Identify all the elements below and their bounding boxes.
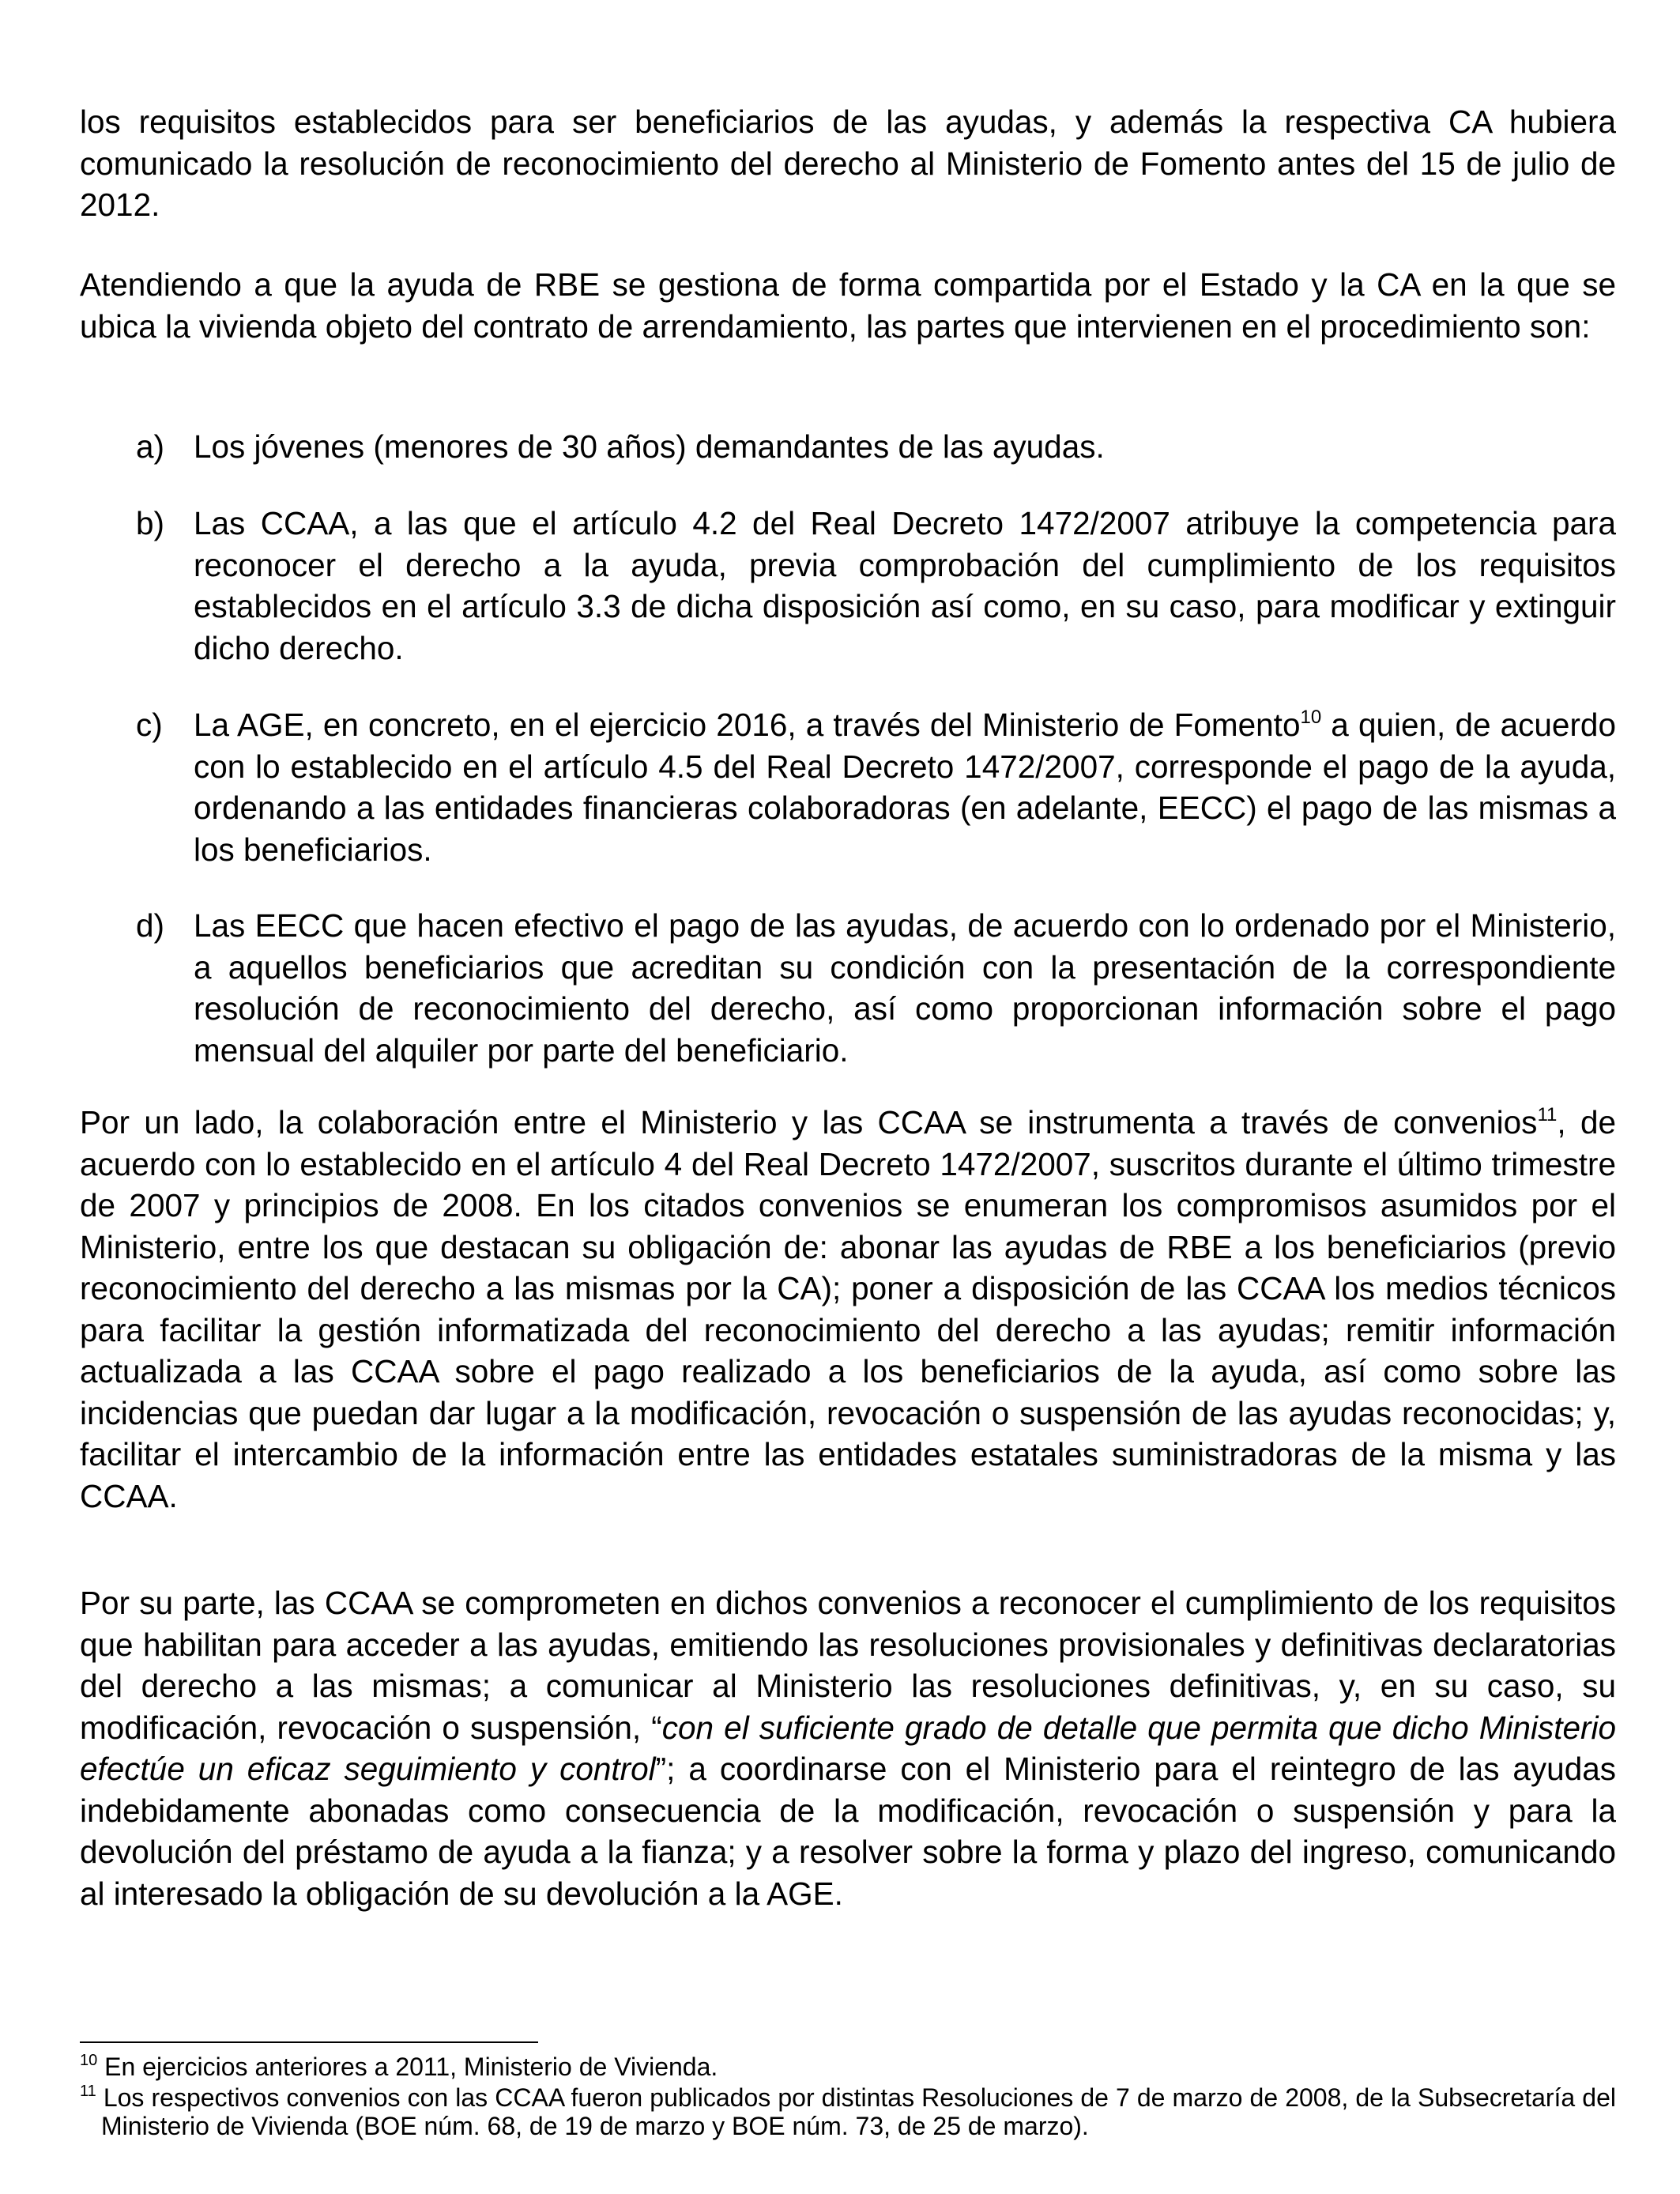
- footnote-11: [80, 2083, 1616, 2140]
- list-text-c: [194, 704, 1616, 870]
- paragraph-parties-intro: Atendiendo a que la ayuda de RBE se gestiona de forma compartida por el Estado y la CA en la que se ubica la vivienda objeto del contrato de arrendamiento, las partes que intervienen en el procedimiento son:: [80, 266, 1616, 345]
- footnote-ref-11: 11: [1537, 1103, 1558, 1125]
- list-text-c-part1: La AGE, en concreto, en el ejercicio 2016, a través del Ministerio de Fomento: [194, 707, 1301, 743]
- footnote-10-text: En ejercicios anteriores a 2011, Ministerio de Vivienda.: [97, 2053, 718, 2081]
- footnote-10-marker: 10: [80, 2052, 98, 2070]
- list-text-d: Las EECC que hacen efectivo el pago de las ayudas, de acuerdo con lo ordenado por el Ministerio, a aquellos beneficiarios que acreditan su condición con la presentación de la correspondiente resolución de reconocimiento del derecho, así como proporcionan información sobre el pago mensual del alquiler por parte del beneficiario.: [194, 907, 1616, 1069]
- footnote-separator: [80, 2041, 538, 2043]
- footnote-10: [80, 2053, 1616, 2081]
- list-label-c: c): [136, 707, 163, 743]
- list-item-b: [80, 503, 1616, 669]
- paragraph-ccaa-part1: Por su parte, las CCAA se comprometen en dichos convenios a reconocer el cumplimiento de los requisitos que habilitan para acceder a las ayudas, emitiendo las resoluciones provisionales y definitivas declaratorias del derecho a las mismas; a comunicar al Ministerio las resoluciones definitivas, y, en su caso, su modificación, revocación o suspensión, “: [80, 1585, 1616, 1746]
- paragraph-continuation: los requisitos establecidos para ser beneficiarios de las ayudas, y además la respectiva CA hubiera comunicado la resolución de reconocimiento del derecho al Ministerio de Fomento antes del 15 de julio de 2012.: [80, 104, 1616, 223]
- list-text-b: Las CCAA, a las que el artículo 4.2 del Real Decreto 1472/2007 atribuye la competencia para reconocer el derecho a la ayuda, previa comprobación del cumplimiento de los requisitos establecidos en el artículo 3.3 de dicha disposición así como, en su caso, para modificar y extinguir dicho derecho.: [194, 505, 1616, 666]
- paragraph-ccaa-quote: con el suficiente grado de detalle que permita que dicho Ministerio efectúe un eficaz seguimiento y control: [80, 1709, 1616, 1787]
- paragraph-ccaa-part2: ”; a coordinarse con el Ministerio para el reintegro de las ayudas indebidamente abonadas como consecuencia de la modificación, revocación o suspensión y para la devolución del préstamo de ayuda a la fianza; y a resolver sobre la forma y plazo del ingreso, comunicando al interesado la obligación de su devolución a la AGE.: [80, 1751, 1617, 1912]
- list-label-d: d): [136, 907, 165, 944]
- paragraph-ministry-part2: , de acuerdo con lo establecido en el artículo 4 del Real Decreto 1472/2007, suscritos durante el último trimestre de 2007 y principios de 2008. En los citados convenios se enumeran los compromisos asumidos por el Ministerio, entre los que destacan su obligación de: abonar las ayudas de RBE a los beneficiarios (previo reconocimiento del derecho a las mismas por la CA); poner a disposición de las CCAA los medios técnicos para facilitar la gestión informatizada del reconocimiento del derecho a las ayudas; remitir información actualizada a las CCAA sobre el pago realizado a los beneficiarios de la ayuda, así como sobre las incidencias que puedan dar lugar a la modificación, revocación o suspensión de las ayudas reconocidas; y, facilitar el intercambio de la información entre las entidades estatales suministradoras de la misma y las CCAA.: [80, 1104, 1616, 1514]
- paragraph-ministry-collaboration: [80, 1102, 1616, 1517]
- footnote-11-marker: 11: [80, 2083, 96, 2101]
- list-label-b: b): [136, 505, 165, 541]
- list-label-a: a): [136, 428, 165, 465]
- list-item-c: [80, 704, 1616, 870]
- list-text-a: Los jóvenes (menores de 30 años) demandantes de las ayudas.: [194, 428, 1105, 465]
- footnote-11-text: Los respectivos convenios con las CCAA fueron publicados por distintas Resoluciones de 7 de marzo de 2008, de la Subsecretaría del Ministerio de Vivienda (BOE núm. 68, de 19 de marzo y BOE núm. 73, de 25 de marzo).: [96, 2083, 1616, 2140]
- list-item-a: [80, 426, 1616, 468]
- footnote-ref-10: 10: [1300, 706, 1322, 728]
- paragraph-ccaa-commitments: [80, 1582, 1616, 1914]
- list-item-d: [80, 905, 1616, 1071]
- paragraph-ministry-part1: Por un lado, la colaboración entre el Ministerio y las CCAA se instrumenta a través de convenios: [80, 1104, 1538, 1140]
- list-text-c-part2: a quien, de acuerdo con lo establecido en el artículo 4.5 del Real Decreto 1472/2007, corresponde el pago de la ayuda, ordenando a las entidades financieras colaboradoras (en adelante, EECC) el pago de las mismas a los beneficiarios.: [194, 707, 1616, 868]
